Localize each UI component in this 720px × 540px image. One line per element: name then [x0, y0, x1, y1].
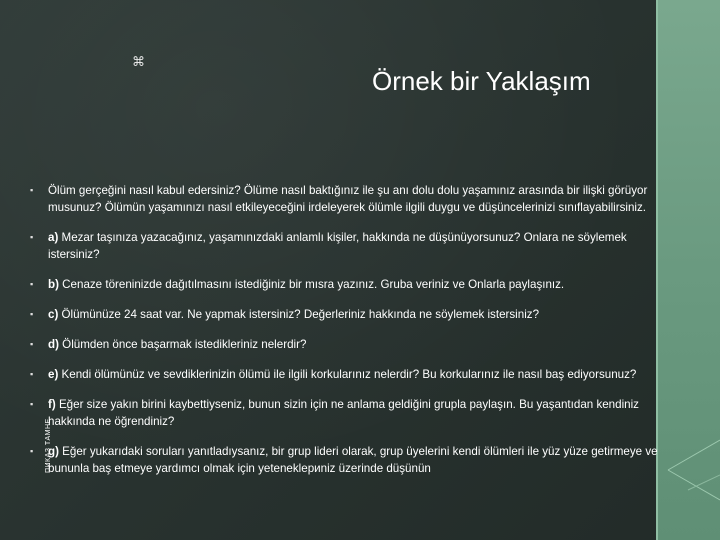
bullet-text: Kendi ölümünüz ve sevdiklerinizin ölümü ile ilgili korkularınız nelerdir? Bu korkularınız ile nasıl baş ediyorsunuz?	[61, 368, 637, 381]
bullet-text: Eğer yukarıdaki soruları yanıtladıysanız, bir grup lideri olarak, grup üyelerini kendi ölümleri ile yüz yüze getirmeye ve bununla baş etmeye yardımcı olmak için yeteneklериniz üzerinde düşünün	[48, 445, 658, 475]
bullet-list	[28, 182, 660, 490]
slide-title: Örnek bir Yaklaşım	[372, 66, 591, 96]
bullet-prefix: g)	[48, 445, 63, 458]
bullet-prefix: e)	[48, 368, 62, 381]
bullet-item-e	[28, 366, 660, 383]
bullet-marker-icon: ▪	[30, 185, 34, 195]
bullet-item-intro	[28, 182, 660, 216]
bullet-prefix: f)	[48, 398, 59, 411]
bullet-marker-icon: ▪	[30, 446, 34, 456]
bullet-marker-icon: ▪	[30, 279, 34, 289]
bullet-text: Cenaze töreninizde dağıtılmasını istediğiniz bir mısra yazınız. Gruba veriniz ve Onlarla paylaşınız.	[62, 278, 565, 291]
bullet-text: Ölümünüze 24 saat var. Ne yapmak istersiniz? Değerleriniz hakkında ne söylemek istersiniz?	[61, 308, 540, 321]
bullet-item-a	[28, 229, 660, 263]
bullet-item-f	[28, 396, 660, 430]
bullet-marker-icon: ▪	[30, 309, 34, 319]
bullet-prefix: c)	[48, 308, 62, 321]
bullet-prefix: a)	[48, 231, 62, 244]
bullet-text: Ölüm gerçeğini nasıl kabul edersiniz? Ölüme nasıl baktığınız ile şu anı dolu dolu yaşamınız arasında bir ilişki görüyor musunuz? Ölümün yaşamınızı nasıl etkileyeceğini irdeleyerek ölümle ilgili duygu ve düşüncelerinizi sınıflayabilirsiniz.	[48, 184, 648, 214]
bullet-prefix: b)	[48, 278, 63, 291]
bullet-marker-icon: ▪	[30, 369, 34, 379]
bullet-prefix: d)	[48, 338, 63, 351]
bullet-item-b	[28, 276, 660, 293]
bullet-item-g	[28, 443, 660, 477]
bullet-marker-icon: ▪	[30, 232, 34, 242]
bullet-text: Mezar taşınıza yazacağınız, yaşamınızdaki anlamlı kişiler, hakkında ne düşünüyorsunuz? Onlara ne söylemek istersiniz?	[48, 231, 627, 261]
bullet-marker-icon: ▪	[30, 399, 34, 409]
bullet-item-c	[28, 306, 660, 323]
bullet-text: Ölümden önce başarmak istedikleriniz nelerdir?	[62, 338, 307, 351]
bullet-text: Eğer size yakın birini kaybettiyseniz, bunun sizin için ne anlama geldiğini grupla paylaşın. Bu yaşantıdan kendiniz hakkında ne öğrendiniz?	[48, 398, 639, 428]
bullet-item-d	[28, 336, 660, 353]
bullet-marker-icon: ▪	[30, 339, 34, 349]
command-icon: ⌘	[132, 55, 145, 70]
vertical-side-note: ПИКАЗ ТАМНЕ	[45, 418, 52, 473]
stripe-decoration	[658, 380, 720, 540]
